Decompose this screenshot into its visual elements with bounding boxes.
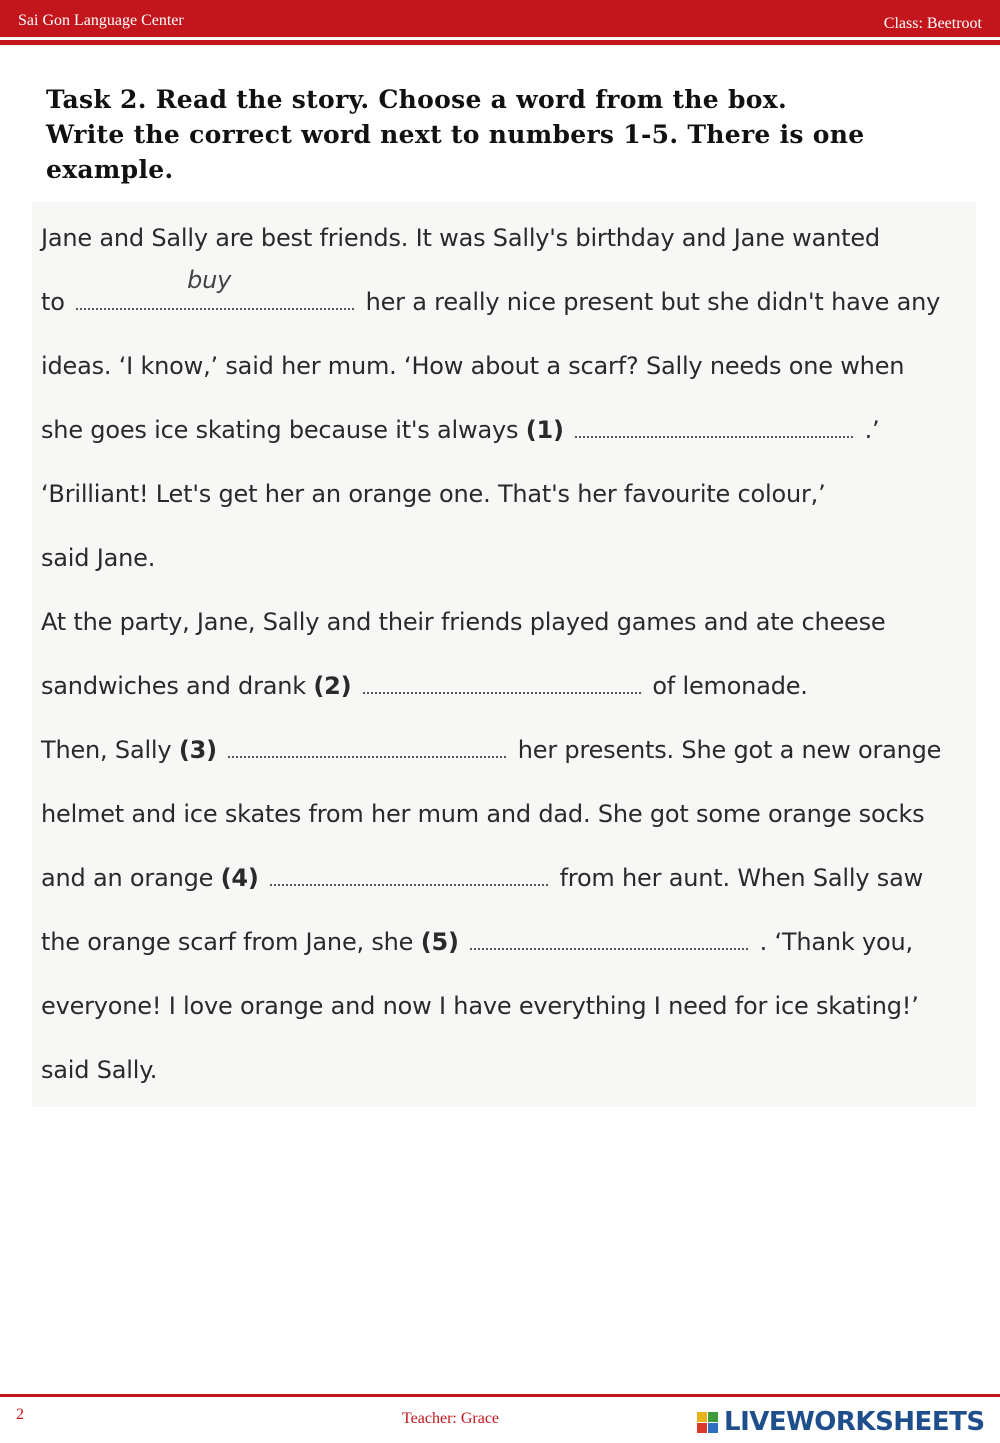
story-text: from her aunt. When Sally saw [559,864,924,892]
story-text: of lemonade. [652,672,808,700]
footer-divider [0,1394,1000,1397]
story-text: her a really nice present but she didn't have any [365,288,941,316]
page-number: 2 [16,1406,24,1423]
story-line [41,416,879,444]
task-line-3: example. [46,155,174,184]
question-number: (5) [420,928,459,956]
task-instructions [46,82,956,187]
story-line: At the party, Jane, Sally and their friends played games and ate cheese [41,608,886,636]
story-text: to [41,288,65,316]
example-answer: buy [187,266,232,294]
answer-blank-5[interactable] [470,930,748,950]
story-text: sandwiches and drank [41,672,306,700]
task-line-1: Task 2. Read the story. Choose a word from the box. [46,85,787,114]
question-number: (2) [313,672,352,700]
header-divider [0,40,1000,45]
brand-logo[interactable] [697,1404,985,1440]
logo-grid-icon [697,1412,718,1433]
story-text: Then, Sally [41,736,172,764]
question-number: (3) [178,736,217,764]
answer-blank-4[interactable] [270,866,548,886]
class-name: Class: Beetroot [883,15,982,32]
story-line [41,736,941,764]
answer-blank-1[interactable] [575,418,853,438]
story-text: and an orange [41,864,214,892]
story-panel [32,202,976,1107]
school-name: Sai Gon Language Center [18,12,184,29]
story-line: helmet and ice skates from her mum and dad. She got some orange socks [41,800,925,828]
story-line: said Sally. [41,1056,158,1084]
story-line: Jane and Sally are best friends. It was Sally's birthday and Jane wanted [41,224,880,252]
story-line: said Jane. [41,544,156,572]
question-number: (1) [525,416,564,444]
answer-blank-3[interactable] [228,738,506,758]
story-line [41,928,913,956]
brand-name: LIVEWORKSHEETS [724,1407,985,1437]
task-line-2: Write the correct word next to numbers 1-5. There is one [46,120,865,149]
story-line [41,672,808,700]
story-text: the orange scarf from Jane, she [41,928,414,956]
story-line: everyone! I love orange and now I have everything I need for ice skating!’ [41,992,919,1020]
answer-blank-2[interactable] [363,674,641,694]
page-header [0,0,1000,37]
example-blank [72,266,358,316]
story-text: she goes ice skating because it's always [41,416,519,444]
story-text: her presents. She got a new orange [517,736,942,764]
story-text: .’ [864,416,880,444]
story-line: ‘Brilliant! Let's get her an orange one. That's her favourite colour,’ [41,480,826,508]
story-text: . ‘Thank you, [759,928,913,956]
story-line [41,266,941,316]
story-line [41,864,923,892]
story-line: ideas. ‘I know,’ said her mum. ‘How about a scarf? Sally needs one when [41,352,905,380]
question-number: (4) [220,864,259,892]
teacher-name: Teacher: Grace [402,1410,500,1427]
